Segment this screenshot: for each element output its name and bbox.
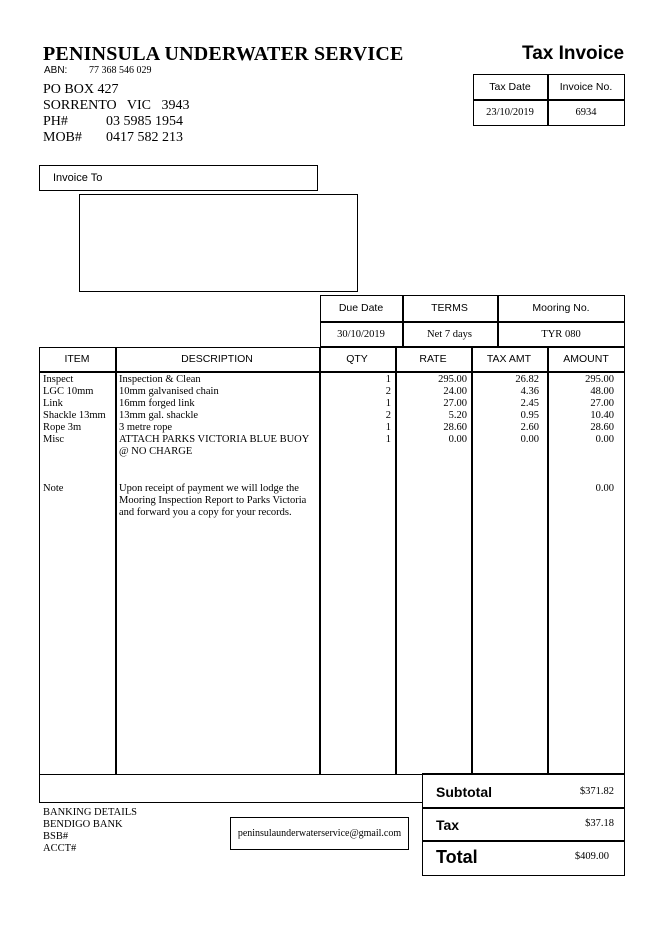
tax-value: $37.18 [585,818,614,829]
terms-value: Net 7 days [427,328,472,340]
mooring-value: TYR 080 [541,328,581,340]
banking-title: BANKING DETAILS [43,807,137,818]
header-rate: RATE [419,353,447,365]
mobile-value: 0417 582 213 [106,130,183,145]
table-row-item: Link [43,398,63,409]
table-row-qty: 2 [385,386,391,397]
table-row-rate: 5.20 [448,410,467,421]
qty-column [321,374,391,446]
note-amount-value: 0.00 [595,483,614,494]
account-label: ACCT# [43,843,77,854]
address-line-1: PO BOX 427 [43,82,119,97]
table-row-qty: 1 [385,434,391,445]
table-row-item [43,446,113,458]
table-row-tax: 2.45 [520,398,539,409]
table-row-amount: 0.00 [595,434,614,445]
invoice-number-label: Invoice No. [559,80,613,93]
table-row-item: Rope 3m [43,422,82,433]
footer-strip [39,773,423,803]
note-amount [549,483,614,495]
rate-column [397,374,467,446]
subtotal-value: $371.82 [579,786,614,797]
table-row-rate: 295.00 [438,374,467,385]
table-row-description: 16mm forged link [119,398,195,409]
table-row-rate: 24.00 [443,386,467,397]
invoice-to-address-box [79,194,358,292]
tax-column [473,374,539,446]
total-label: Total [436,847,478,867]
header-tax-amt: TAX AMT [486,353,532,365]
tax-date-value: 23/10/2019 [486,107,534,118]
note-line: and forward you a copy for your records. [119,507,292,518]
table-row-qty: 1 [385,374,391,385]
table-row-description: 13mm gal. shackle [119,410,199,421]
table-row-item: LGC 10mm [43,386,94,397]
table-row-item: Inspect [43,374,74,385]
address-line-2: SORRENTO VIC 3943 [43,98,190,113]
description-column [119,374,317,458]
company-name: PENINSULA UNDERWATER SERVICE [43,43,404,65]
table-row-description: 3 metre rope [119,422,173,433]
mooring-label: Mooring No. [532,302,590,314]
note-text [119,483,317,519]
header-description: DESCRIPTION [181,353,253,365]
email-address: peninsulaunderwaterservice@gmail.com [237,828,402,839]
invoice-number-value: 6934 [575,107,597,118]
due-date-value: 30/10/2019 [337,328,385,340]
table-row-tax: 4.36 [520,386,539,397]
table-row-item: Shackle 13mm [43,410,106,421]
table-row-tax: 2.60 [520,422,539,433]
abn-value: 77 368 546 029 [89,65,152,76]
table-row-tax: 0.95 [520,410,539,421]
table-row-rate: 27.00 [443,398,467,409]
note-item: Note [43,483,64,494]
table-row-tax: 0.00 [520,434,539,445]
header-qty: QTY [346,353,368,365]
phone-value: 03 5985 1954 [106,114,183,129]
table-row-description: ATTACH PARKS VICTORIA BLUE BUOY [119,434,310,445]
invoice-to-label: Invoice To [53,172,103,184]
document-title: Tax Invoice [522,43,625,64]
table-row-description: 10mm galvanised chain [119,386,219,397]
total-value: $409.00 [574,851,609,862]
tax-date-label: Tax Date [489,80,531,93]
table-row-tax: 26.82 [515,374,539,385]
tax-label: Tax [436,817,460,833]
bsb-label: BSB# [43,831,69,842]
table-row-amount: 28.60 [590,422,614,433]
table-row-amount: 48.00 [590,386,614,397]
note-line: Mooring Inspection Report to Parks Victoria [119,495,307,506]
table-row-qty: 1 [385,422,391,433]
due-date-label: Due Date [338,302,384,314]
banking-details [43,807,137,855]
table-row-qty: 1 [385,398,391,409]
table-row-amount: 295.00 [585,374,614,385]
amount-column [549,374,614,446]
table-row-item: Misc [43,434,64,445]
header-amount: AMOUNT [563,353,609,365]
item-column [43,374,113,458]
phone-label: PH# [43,114,68,129]
table-row-description: @ NO CHARGE [119,446,193,457]
header-item: ITEM [64,353,90,365]
terms-label: TERMS [431,302,468,314]
abn-label: ABN: [44,65,68,76]
subtotal-label: Subtotal [436,784,492,800]
table-row-amount: 27.00 [590,398,614,409]
bank-name: BENDIGO BANK [43,819,123,830]
mobile-label: MOB# [43,130,82,145]
table-row-rate: 0.00 [448,434,467,445]
table-row-amount: 10.40 [590,410,614,421]
table-row-qty: 2 [385,410,391,421]
note-label [43,483,63,495]
note-line: Upon receipt of payment we will lodge the [119,483,299,494]
table-row-rate: 28.60 [443,422,467,433]
table-row-description: Inspection & Clean [119,374,201,385]
